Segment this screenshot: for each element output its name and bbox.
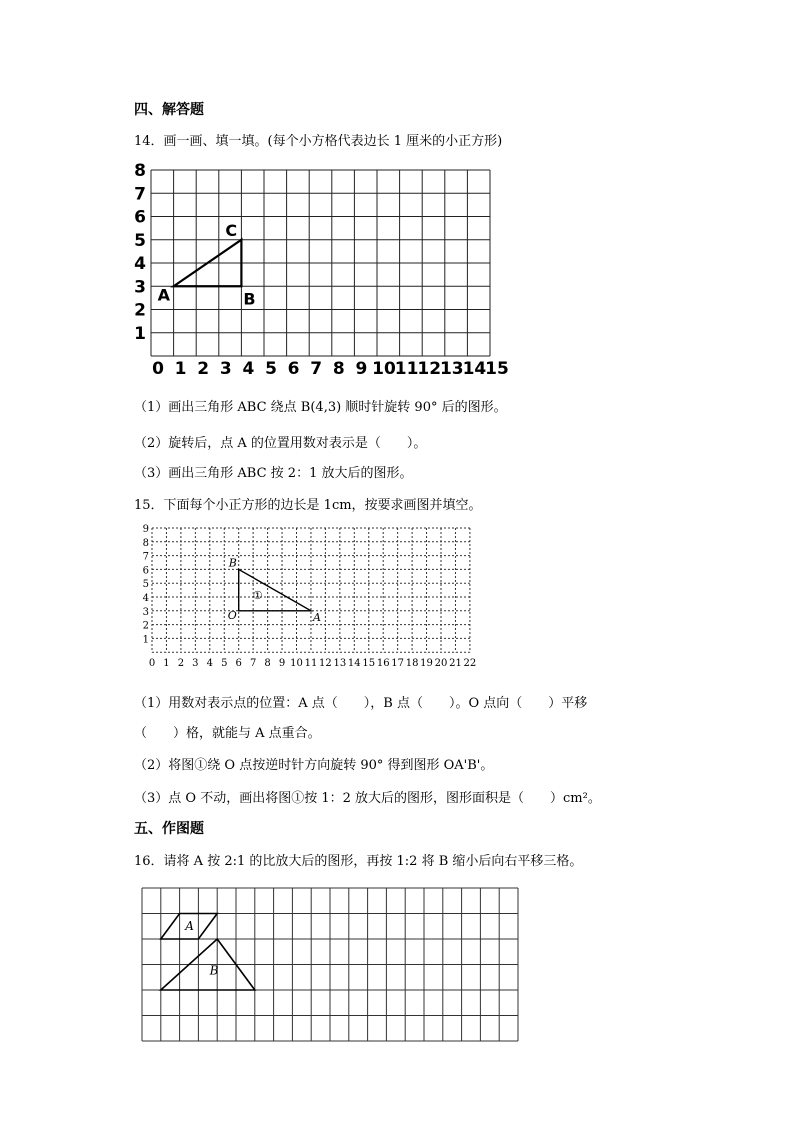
x-tick-label: 8	[332, 359, 345, 379]
y-tick-label: 2	[134, 300, 146, 321]
x-tick-label: 5	[265, 359, 277, 379]
point-label-b: B	[228, 556, 237, 570]
question-14-sub2: （2）旋转后，点 A 的位置用数对表示是（ ）。	[134, 436, 427, 451]
x-tick-label: 22	[463, 658, 477, 670]
triangle-boa	[239, 569, 311, 610]
x-tick-label: 21	[449, 658, 462, 670]
point-label-b: B	[243, 289, 256, 309]
x-tick-label: 15	[362, 658, 376, 670]
x-tick-label: 9	[278, 658, 286, 670]
x-tick-label: 11	[394, 359, 419, 379]
y-tick-label: 1	[142, 634, 149, 646]
point-label-o: O	[227, 608, 237, 622]
y-tick-label: 7	[142, 551, 149, 563]
y-tick-label: 4	[142, 593, 149, 604]
x-tick-label: 2	[197, 359, 210, 379]
question-15-stem: 15．下面每个小正方形的边长是 1cm，按要求画图并填空。	[134, 498, 482, 513]
y-tick-label: 4	[134, 254, 146, 274]
question-15-sub3: （3）点 O 不动，画出将图①按 1：2 放大后的图形，图形面积是（ ）cm²。	[134, 791, 601, 806]
question-15-grid	[140, 522, 490, 682]
x-tick-label: 4	[206, 658, 213, 670]
x-tick-label: 7	[249, 658, 257, 670]
y-tick-label: 3	[134, 277, 146, 298]
x-tick-label: 0	[148, 658, 156, 670]
x-tick-label: 12	[417, 359, 442, 379]
x-tick-label: 7	[310, 359, 323, 379]
x-tick-label: 10	[290, 658, 303, 670]
section-heading-4: 四、解答题	[134, 102, 204, 118]
x-tick-label: 18	[405, 658, 419, 670]
y-tick-label: 5	[134, 230, 146, 251]
y-tick-label: 6	[134, 207, 146, 228]
point-label-a: A	[157, 285, 170, 305]
question-16-stem: 16．请将 A 按 2:1 的比放大后的图形，再按 1:2 将 B 缩小后向右平移三格。	[134, 854, 583, 869]
shape-label-1: ①	[252, 588, 263, 602]
x-tick-label: 5	[221, 658, 228, 670]
point-label-a: A	[312, 610, 321, 624]
x-tick-label: 15	[485, 359, 509, 379]
point-label-c: C	[225, 220, 238, 240]
x-tick-label: 13	[439, 359, 464, 379]
y-tick-label: 9	[142, 524, 149, 535]
question-15-sub1b: （ ）格，就能与 A 点重合。	[134, 726, 321, 741]
y-tick-label: 2	[142, 620, 149, 632]
y-tick-label: 1	[134, 323, 146, 344]
x-tick-label: 12	[319, 658, 332, 670]
x-tick-label: 6	[235, 658, 242, 670]
y-tick-label: 7	[134, 184, 146, 205]
y-tick-label: 8	[134, 161, 146, 181]
x-tick-label: 9	[355, 359, 368, 379]
x-tick-label: 13	[333, 658, 347, 670]
x-tick-label: 8	[264, 658, 271, 670]
y-tick-label: 5	[142, 579, 149, 591]
x-tick-label: 0	[152, 359, 164, 379]
question-14-stem: 14．画一画、填一填。(每个小方格代表边长 1 厘米的小正方形)	[134, 134, 503, 149]
x-tick-label: 10	[372, 359, 396, 379]
x-tick-label: 4	[242, 359, 255, 379]
x-tick-label: 1	[174, 359, 187, 379]
section-heading-5: 五、作图题	[134, 821, 204, 837]
y-tick-label: 6	[142, 565, 149, 577]
x-tick-label: 14	[462, 359, 487, 379]
y-tick-label: 3	[142, 606, 149, 618]
x-tick-label: 19	[420, 658, 433, 670]
question-15-sub1a: （1）用数对表示点的位置：A 点（ ），B 点（ ）。O 点向（ ）平移	[134, 696, 588, 711]
x-tick-label: 17	[391, 658, 405, 670]
x-tick-label: 11	[304, 658, 318, 670]
x-tick-label: 3	[192, 658, 199, 670]
x-tick-label: 1	[163, 658, 170, 670]
shape-a-label: A	[185, 919, 194, 934]
x-tick-label: 2	[177, 658, 185, 670]
x-tick-label: 6	[287, 359, 300, 379]
x-tick-label: 14	[347, 658, 361, 670]
question-15-sub2: （2）将图①绕 O 点按逆时针方向旋转 90° 得到图形 OA'B'。	[134, 758, 494, 773]
question-14-sub3: （3）画出三角形 ABC 按 2：1 放大后的图形。	[134, 466, 413, 481]
question-14-grid	[130, 158, 530, 378]
x-tick-label: 3	[219, 359, 232, 379]
question-16-grid	[140, 886, 520, 1042]
y-tick-label: 8	[142, 537, 149, 549]
x-tick-label: 16	[376, 658, 390, 670]
x-tick-label: 20	[434, 658, 448, 670]
shape-b-label: B	[209, 963, 219, 978]
question-14-sub1: （1）画出三角形 ABC 绕点 B(4,3) 顺时针旋转 90° 后的图形。	[134, 400, 507, 415]
